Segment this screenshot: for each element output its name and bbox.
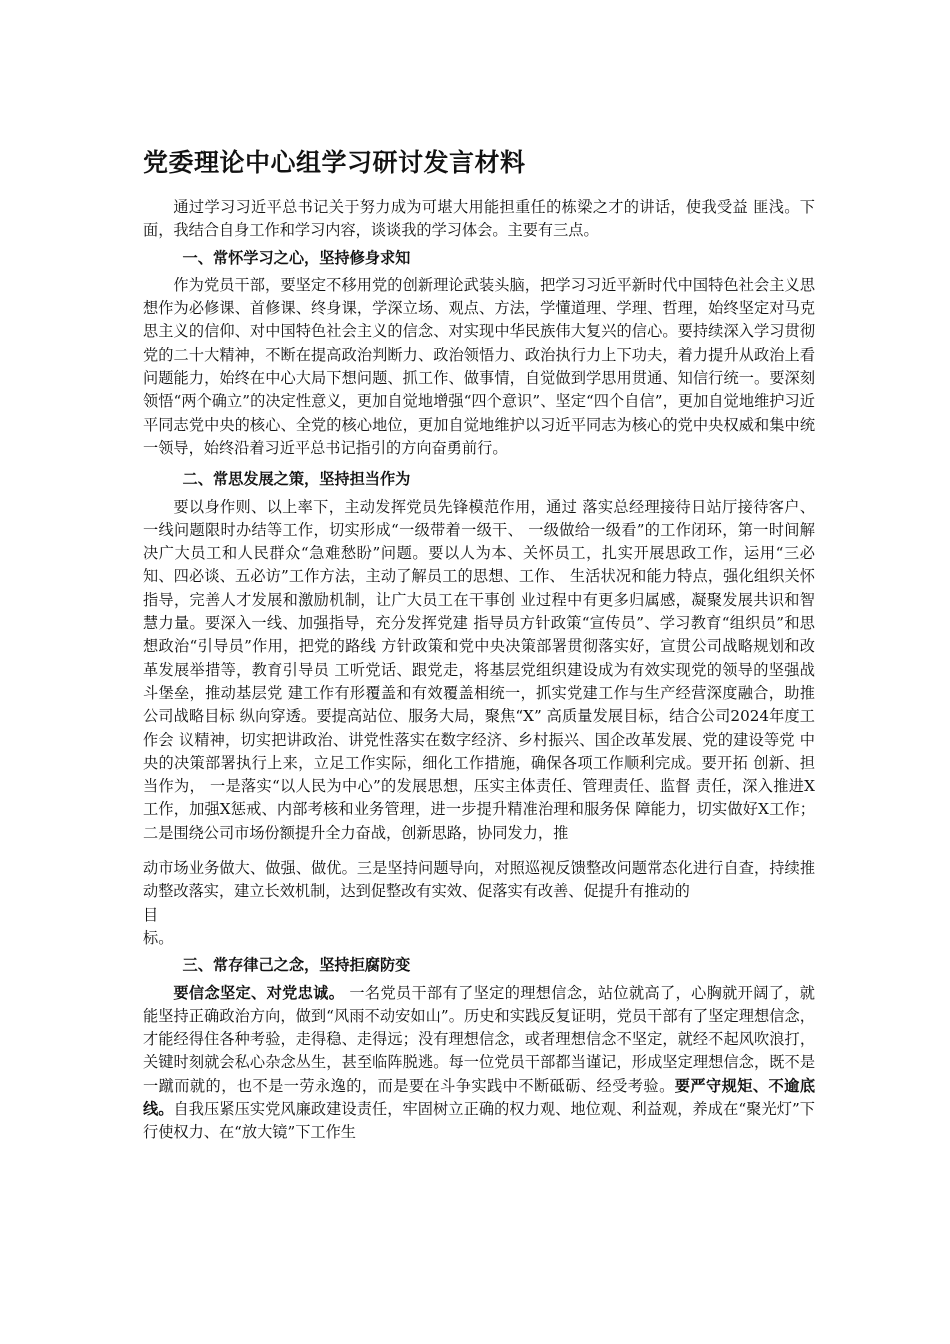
- section-2-continuation-2: 目: [143, 905, 159, 924]
- document-title: 党委理论中心组学习研讨发言材料: [143, 148, 526, 177]
- section-2-heading: 二、常思发展之策，坚持担当作为: [182, 470, 411, 489]
- section-3-heading: 三、常存律己之念，坚持拒腐防变: [182, 956, 411, 975]
- section-2-continuation-3: 标。: [143, 928, 174, 947]
- section-3-lead-2: 要严守规矩、不逾底线。: [143, 1076, 816, 1118]
- section-2-continuation: 动市场业务做大、做强、做优。三是坚持问题导向，对照巡视反馈整改问题常态化进行自查，持续推动整改落实，建立长效机制，达到促整改有实效、促落实有改善、促提升有推动的: [143, 859, 815, 901]
- section-3-text-1: 一名党员干部有了坚定的理想信念，站位就高了，心胸就开阔了，就能坚持正确政治方向，做到“风雨不动安如山”。历史和实践反复证明，党员干部有了坚定理想信念，才能经得住各种考验，走得稳、走得远；没有理想信念，或者理想信念不坚定，就经不起风吹浪打，关键时刻就会私心杂念丛生，甚至临阵脱逃。每一位党员干部都当谨记，形成坚定理想信念，既不是一蹴而就的，也不是一劳永逸的，而是要在斗争实践中不断砥砺、经受考验。: [143, 983, 815, 1095]
- section-1-heading: 一、常怀学习之心，坚持修身求知: [182, 248, 411, 267]
- section-3-text-2: 自我压紧压实党风廉政建设责任，牢固树立正确的权力观、地位观、利益观，养成在“聚光灯”下行使权力、在“放大镜”下工作生: [143, 1099, 815, 1142]
- document-body: [143, 196, 815, 1145]
- intro-paragraph: 通过学习习近平总书记关于努力成为可堪大用能担重任的栋梁之才的讲话，使我受益 匪浅。下面，我结合自身工作和学习内容，谈谈我的学习体会。主要有三点。: [143, 198, 815, 240]
- section-3-lead-1: 要信念坚定、对党忠诚。: [173, 983, 345, 1002]
- section-1-paragraph: 作为党员干部，要坚定不移用党的创新理论武装头脑，把学习习近平新时代中国特色社会主义思想作为必修课、首修课、终身课，学深立场、观点、方法，学懂道理、学理、哲理，始终坚定对马克思主义的信仰、对中国特色社会主义的信念、对实现中华民族伟大复兴的信心。要持续深入学习贯彻党的二十大精神，不断在提高政治判断力、政治领悟力、政治执行力上下功夫，着力提升从政治上看问题能力，始终在中心大局下想问题、抓工作、做事情，自觉做到学思用贯通、知信行统一。要深刻领悟“两个确立”的决定性意义，更加自觉地增强“四个意识”、坚定“四个自信”，更加自觉地维护习近平同志党中央的核心、全党的核心地位，更加自觉地维护以习近平同志为核心的党中央权威和集中统一领导，始终沿着习近平总书记指引的方向奋勇前行。: [143, 275, 815, 457]
- section-3-paragraph: [143, 982, 815, 1145]
- section-2-paragraph: 要以身作则、以上率下，主动发挥党员先锋模范作用，通过 落实总经理接待日站厅接待客户、 一线问题限时办结等工作，切实形成“一级带着一级干、 一级做给一级看”的工作闭环，第一时间解决广大员工和人民群众“急难愁盼”问题。要以人为本、关怀员工，扎实开展思政工作，运用“三必知、四必谈、五必访”工作方法，主动了解员工的思想、工作、 生活状况和能力特点，强化组织关怀指导，完善人才发展和激励机制，让广大员工在干事创 业过程中有更多归属感，凝聚发展共识和智慧力量。要深入一线、加强指导，充分发挥党建 指导员方针政策“宣传员”、学习教育“组织员”和思想政治“引导员”作用，把党的路线 方针政策和党中央决策部署贯彻落实好，宣贯公司战略规划和改革发展举措等，教育引导员 工听党话、跟党走，将基层党组织建设成为有效实现党的领导的坚强战斗堡垒，推动基层党 建工作有形覆盖和有效覆盖相统一，抓实党建工作与生产经营深度融合，助推公司战略目标 纵向穿透。要提高站位、服务大局，聚焦“X” 高质量发展目标，结合公司2024年度工作会 议精神，切实把讲政治、讲党性落实在数字经济、乡村振兴、国企改革发展、党的建设等党 中央的决策部署执行上来，立足工作实际，细化工作措施，确保各项工作顺利完成。要开拓 创新、担当作为， 一是落实“以人民为中心”的发展思想，压实主体责任、管理责任、监督 责任，深入推进X工作，加强X惩戒、内部考核和业务管理，进一步提升精准治理和服务保 障能力，切实做好X工作；二是围绕公司市场份额提升全力奋战，创新思路，协同发力，推: [143, 497, 815, 842]
